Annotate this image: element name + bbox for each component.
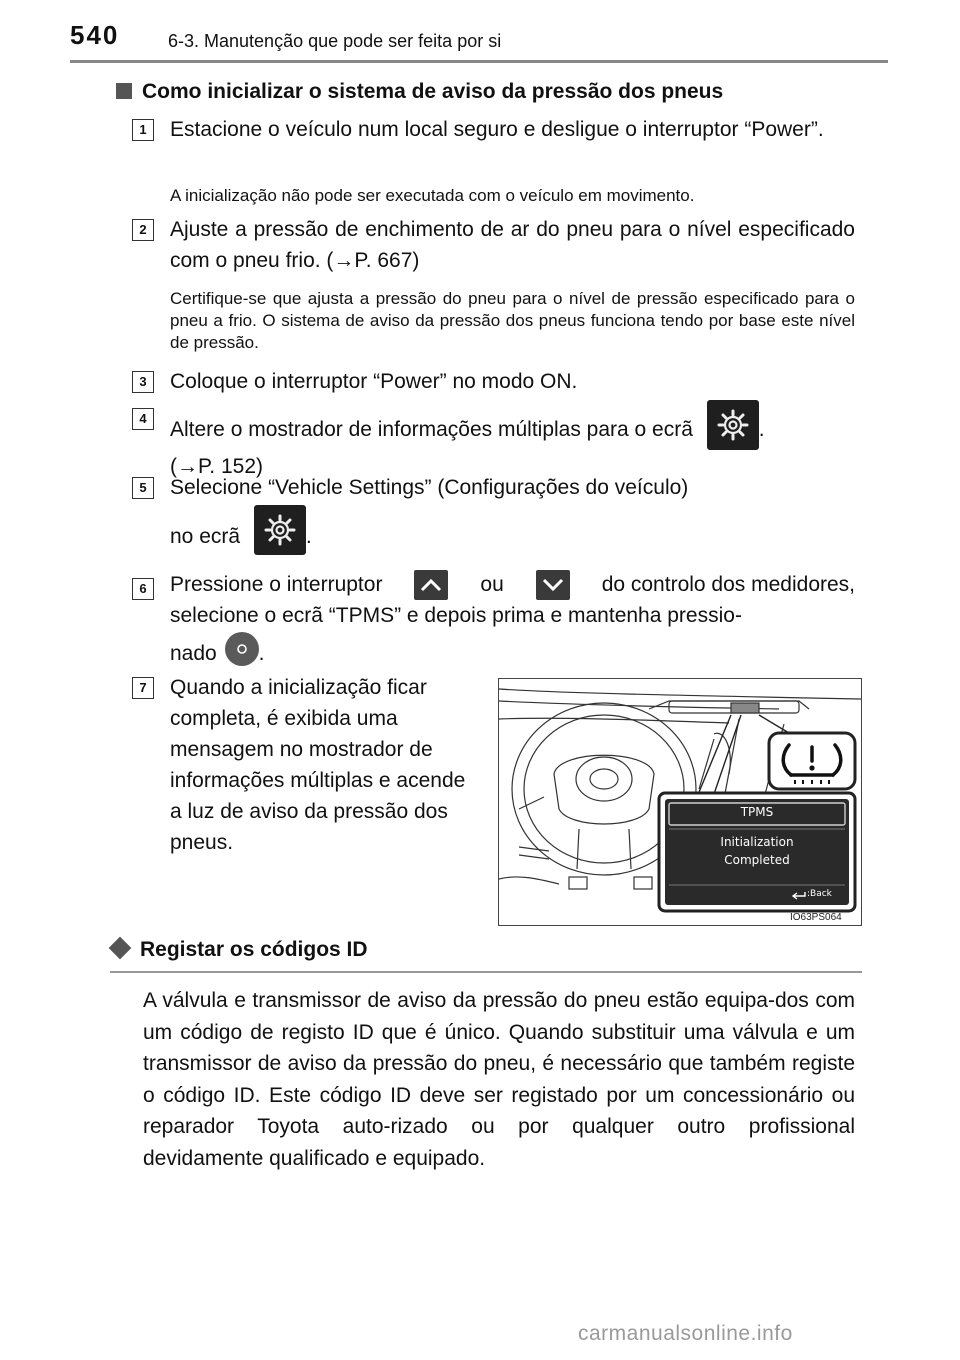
- step-number-5: 5: [132, 477, 154, 499]
- figure-code: IO63PS064: [790, 912, 842, 923]
- back-label: :Back: [807, 889, 832, 899]
- step-1-note: A inicialização não pode ser executada com o veículo em movimento.: [170, 186, 695, 205]
- step-5-text-line2: no ecrã .: [170, 505, 855, 564]
- step-number-3: 3: [132, 371, 154, 393]
- settings-screen-gear-icon: [254, 505, 306, 555]
- subsection-title: Registar os códigos ID: [110, 938, 368, 962]
- watermark: carmanualsonline.info: [578, 1322, 793, 1345]
- step-number-6: 6: [132, 578, 154, 600]
- screen-title: TPMS: [740, 805, 774, 819]
- step-6-controls-text: do controlo dos medidores,: [601, 573, 855, 596]
- page-number: 540: [70, 20, 120, 50]
- page-header: [0, 0, 960, 64]
- header-divider: [70, 60, 888, 63]
- step-6-text: Pressione o interruptor ou do controlo dos medidores,: [170, 568, 855, 601]
- dashboard-illustration: [498, 678, 862, 926]
- diamond-bullet-icon: [109, 937, 132, 960]
- step-6-text-cont: selecione o ecrã “TPMS” e depois prima e mantenha pressio-: [170, 604, 742, 627]
- page-reference[interactable]: →P. 667): [333, 249, 420, 272]
- subsection-divider: [110, 971, 862, 973]
- step-6-text-end: nado .: [170, 632, 855, 669]
- step-4-text: Altere o mostrador de informações múltiplas para o ecrã . (→P. 152): [170, 400, 855, 484]
- ok-button-icon: [225, 632, 259, 666]
- step-number-7: 7: [132, 677, 154, 699]
- step-number-1: 1: [132, 119, 154, 141]
- arrow-down-icon: [536, 570, 570, 600]
- settings-screen-gear-icon: [707, 400, 759, 450]
- section-title: Como inicializar o sistema de aviso da pressão dos pneus: [116, 80, 723, 104]
- step-1-text: Estacione o veículo num local seguro e desligue o interruptor “Power”.: [170, 118, 824, 141]
- arrow-up-icon: [414, 570, 448, 600]
- step-2-text: Ajuste a pressão de enchimento de ar do pneu para o nível especificado com o pneu frio. (→P. 667): [170, 218, 855, 272]
- chapter-title: 6-3. Manutenção que pode ser feita por si: [168, 31, 502, 51]
- screen-line-2: Completed: [724, 853, 790, 867]
- step-7-text: Quando a inicialização ficar completa, é exibida uma mensagem no mostrador de informações múltiplas e acende a luz de aviso da pressão dos pneus.: [170, 676, 466, 854]
- screen-line-1: Initialization: [720, 835, 794, 849]
- page-reference[interactable]: (→P. 152): [170, 455, 263, 478]
- square-bullet-icon: [116, 83, 132, 99]
- subsection-body: A válvula e transmissor de aviso da pressão do pneu estão equipa-dos com um código de registo ID que é único. Quando substituir uma válvula e um transmissor de aviso da pressão do pneu, é necessário que também registe o código ID. Este código ID deve ser registado por um concessionário ou reparador Toyota auto-rizado ou por qualquer outro profissional devidamente qualificado e equipado.: [143, 989, 855, 1170]
- step-number-2: 2: [132, 219, 154, 241]
- step-3-text: Coloque o interruptor “Power” no modo ON.: [170, 370, 578, 393]
- step-number-4: 4: [132, 408, 154, 430]
- step-2-note: Certifique-se que ajusta a pressão do pneu para o nível de pressão especificado para o pneu a frio. O sistema de aviso da pressão dos pneus funciona tendo por base este nível de pressão.: [170, 289, 855, 352]
- step-5-text-line1: Selecione “Vehicle Settings” (Configurações do veículo): [170, 476, 689, 499]
